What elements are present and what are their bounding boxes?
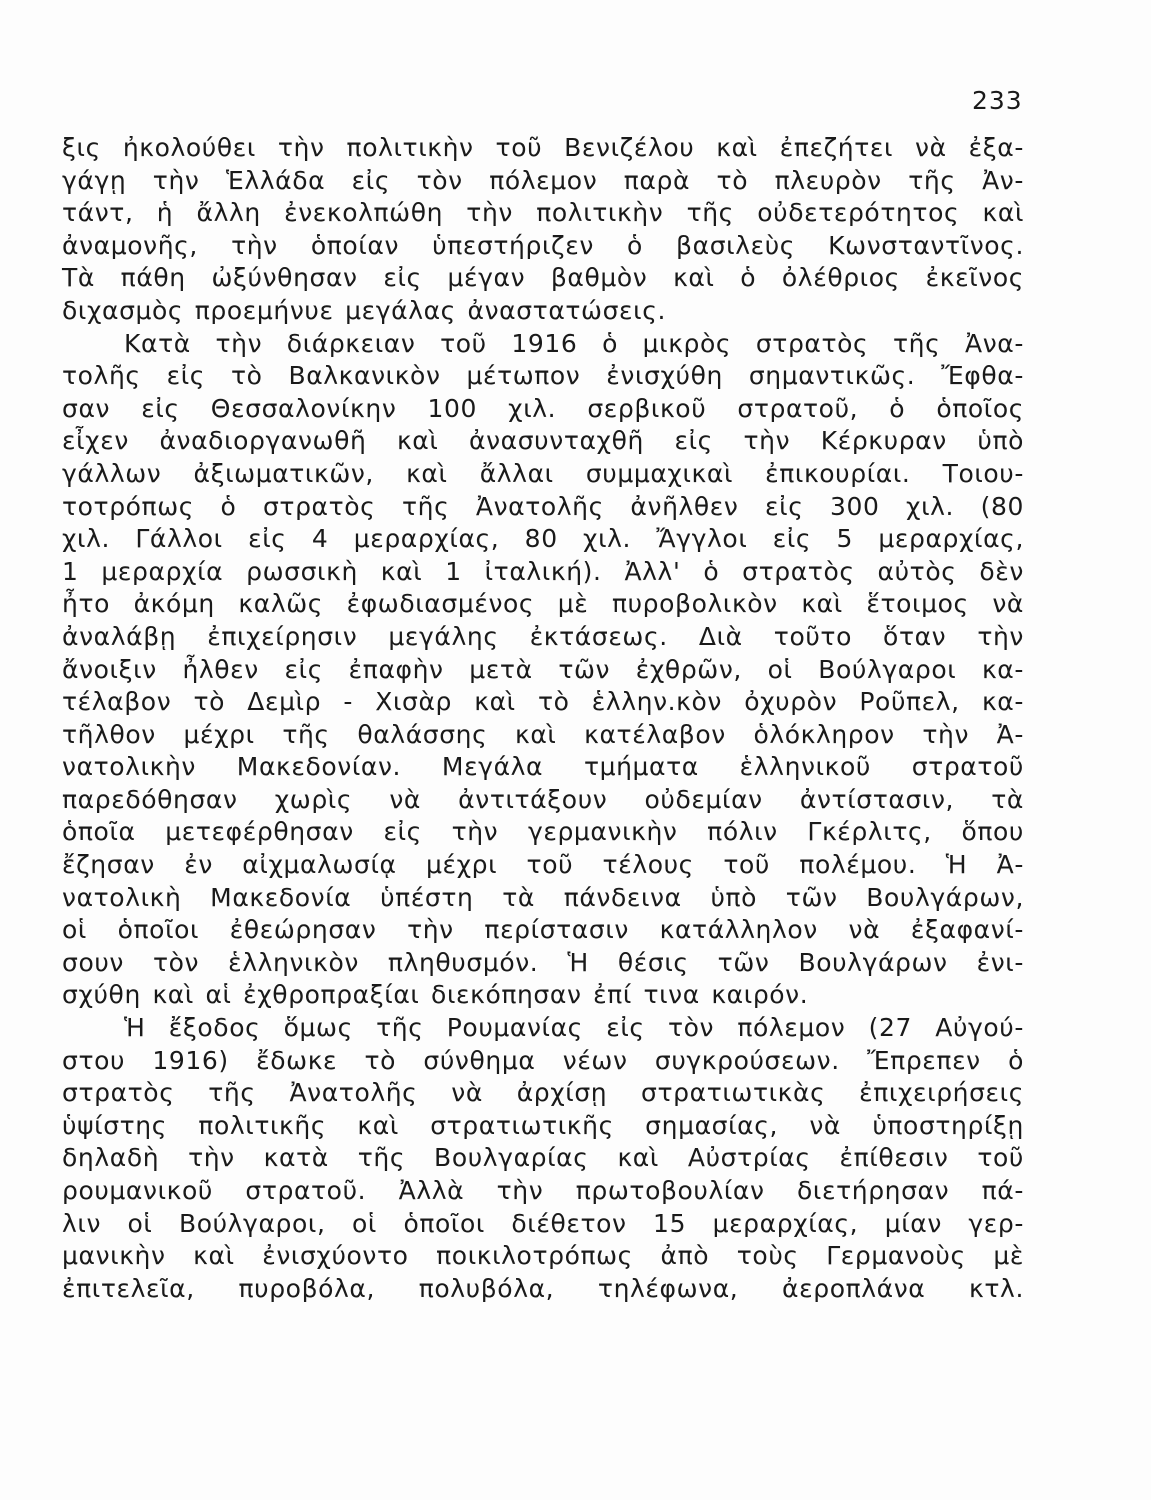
text-line: μανικὴν καὶ ἐνισχύοντο ποικιλοτρόπως ἀπὸ τοὺς Γερμανοὺς μὲ (62, 1241, 1024, 1271)
text-line: παρεδόθησαν χωρὶς νὰ ἀντιτάξουν οὐδεμίαν ἀντίστασιν, τὰ (62, 784, 1024, 814)
text-line: στου 1916) ἔδωκε τὸ σύνθημα νέων συγκρούσεων. Ἔπρεπεν ὁ (62, 1045, 1024, 1075)
text-line: ἄνοιξιν ἦλθεν εἰς ἐπαφὴν μετὰ τῶν ἐχθρῶν, οἱ Βούλγαροι κα- (62, 654, 1024, 684)
body-text (62, 132, 1024, 1305)
text-line: εἶχεν ἀναδιοργανωθῆ καὶ ἀνασυνταχθῆ εἰς τὴν Κέρκυραν ὑπὸ (62, 426, 1024, 456)
text-line: ρουμανικοῦ στρατοῦ. Ἀλλὰ τὴν πρωτοβουλίαν διετήρησαν πά- (62, 1176, 1024, 1205)
text-line: ὁποῖα μετεφέρθησαν εἰς τὴν γερμανικὴν πόλιν Γκέρλιτς, ὅπου (62, 817, 1024, 847)
text-line: νατολικὴ Μακεδονία ὑπέστη τὰ πάνδεινα ὑπὸ τῶν Βουλγάρων, (62, 882, 1024, 912)
paragraph-start-line: Κατὰ τὴν διάρκειαν τοῦ 1916 ὁ μικρὸς στρατὸς τῆς Ἀνα- (124, 328, 1024, 358)
paragraph-start-line: Ἡ ἔξοδος ὅμως τῆς Ρουμανίας εἰς τὸν πόλεμον (27 Αὐγού- (124, 1013, 1024, 1043)
page-number: 233 (972, 86, 1023, 115)
text-line: τῆλθον μέχρι τῆς θαλάσσης καὶ κατέλαβον ὁλόκληρον τὴν Ἀ- (62, 719, 1024, 749)
text-line: σχύθη καὶ αἱ ἐχθροπραξίαι διεκόπησαν ἐπί τινα καιρόν. (62, 980, 809, 1010)
text-line: Τὰ πάθη ὠξύνθησαν εἰς μέγαν βαθμὸν καὶ ὁ ὀλέθριος ἐκεῖνος (62, 263, 1024, 293)
text-line: τέλαβον τὸ Δεμὶρ - Χισὰρ καὶ τὸ ἑλλην.κὸν ὀχυρὸν Ροῦπελ, κα- (62, 687, 1024, 717)
text-line: σουν τὸν ἑλληνικὸν πληθυσμόν. Ἡ θέσις τῶν Βουλγάρων ἐνι- (62, 947, 1024, 977)
text-line: ἀναλάβῃ ἐπιχείρησιν μεγάλης ἐκτάσεως. Διὰ τοῦτο ὅταν τὴν (62, 621, 1024, 651)
text-line: ἀναμονῆς, τὴν ὁποίαν ὑπεστήριζεν ὁ βασιλεὺς Κωνσταντῖνος. (62, 230, 1024, 260)
text-line: γάγῃ τὴν Ἑλλάδα εἰς τὸν πόλεμον παρὰ τὸ πλευρὸν τῆς Ἀν- (62, 165, 1024, 195)
text-line: νατολικὴν Μακεδονίαν. Μεγάλα τμήματα ἑλληνικοῦ στρατοῦ (62, 752, 1024, 782)
text-line: ἐπιτελεῖα, πυροβόλα, πολυβόλα, τηλέφωνα, ἀεροπλάνα κτλ. (62, 1273, 1024, 1303)
text-line: διχασμὸς προεμήνυε μεγάλας ἀναστατώσεις. (62, 295, 667, 325)
text-line: στρατὸς τῆς Ἀνατολῆς νὰ ἀρχίσῃ στρατιωτικὰς ἐπιχειρήσεις (62, 1078, 1024, 1108)
text-line: 1 μεραρχία ρωσσικὴ καὶ 1 ἰταλική). Ἀλλ' ὁ στρατὸς αὐτὸς δὲν (62, 556, 1024, 586)
text-line: ἦτο ἀκόμη καλῶς ἐφωδιασμένος μὲ πυροβολικὸν καὶ ἕτοιμος νὰ (62, 589, 1024, 619)
text-line: σαν εἰς Θεσσαλονίκην 100 χιλ. σερβικοῦ στρατοῦ, ὁ ὁποῖος (62, 393, 1024, 423)
text-line: οἱ ὁποῖοι ἐθεώρησαν τὴν περίστασιν κατάλληλον νὰ ἐξαφανί- (62, 915, 1024, 945)
text-line: γάλλων ἀξιωματικῶν, καὶ ἄλλαι συμμαχικαὶ ἐπικουρίαι. Τοιου- (62, 458, 1024, 488)
text-line: τοτρόπως ὁ στρατὸς τῆς Ἀνατολῆς ἀνῆλθεν εἰς 300 χιλ. (80 (62, 491, 1024, 521)
text-line: χιλ. Γάλλοι εἰς 4 μεραρχίας, 80 χιλ. Ἄγγλοι εἰς 5 μεραρχίας, (62, 524, 1024, 554)
text-line: τάντ, ἡ ἄλλη ἐνεκολπώθη τὴν πολιτικὴν τῆς οὐδετερότητος καὶ (62, 198, 1024, 228)
text-line: ἔζησαν ἐν αἰχμαλωσίᾳ μέχρι τοῦ τέλους τοῦ πολέμου. Ἡ Ἀ- (62, 850, 1024, 880)
text-line: ξις ἠκολούθει τὴν πολιτικὴν τοῦ Βενιζέλου καὶ ἐπεζήτει νὰ ἐξα- (62, 133, 1024, 162)
text-line: λιν οἱ Βούλγαροι, οἱ ὁποῖοι διέθετον 15 μεραρχίας, μίαν γερ- (62, 1208, 1024, 1238)
text-line: ὑψίστης πολιτικῆς καὶ στρατιωτικῆς σημασίας, νὰ ὑποστηρίξῃ (62, 1110, 1024, 1140)
text-line: δηλαδὴ τὴν κατὰ τῆς Βουλγαρίας καὶ Αὐστρίας ἐπίθεσιν τοῦ (62, 1143, 1024, 1173)
text-line: τολῆς εἰς τὸ Βαλκανικὸν μέτωπον ἐνισχύθη σημαντικῶς. Ἔφθα- (62, 361, 1024, 391)
